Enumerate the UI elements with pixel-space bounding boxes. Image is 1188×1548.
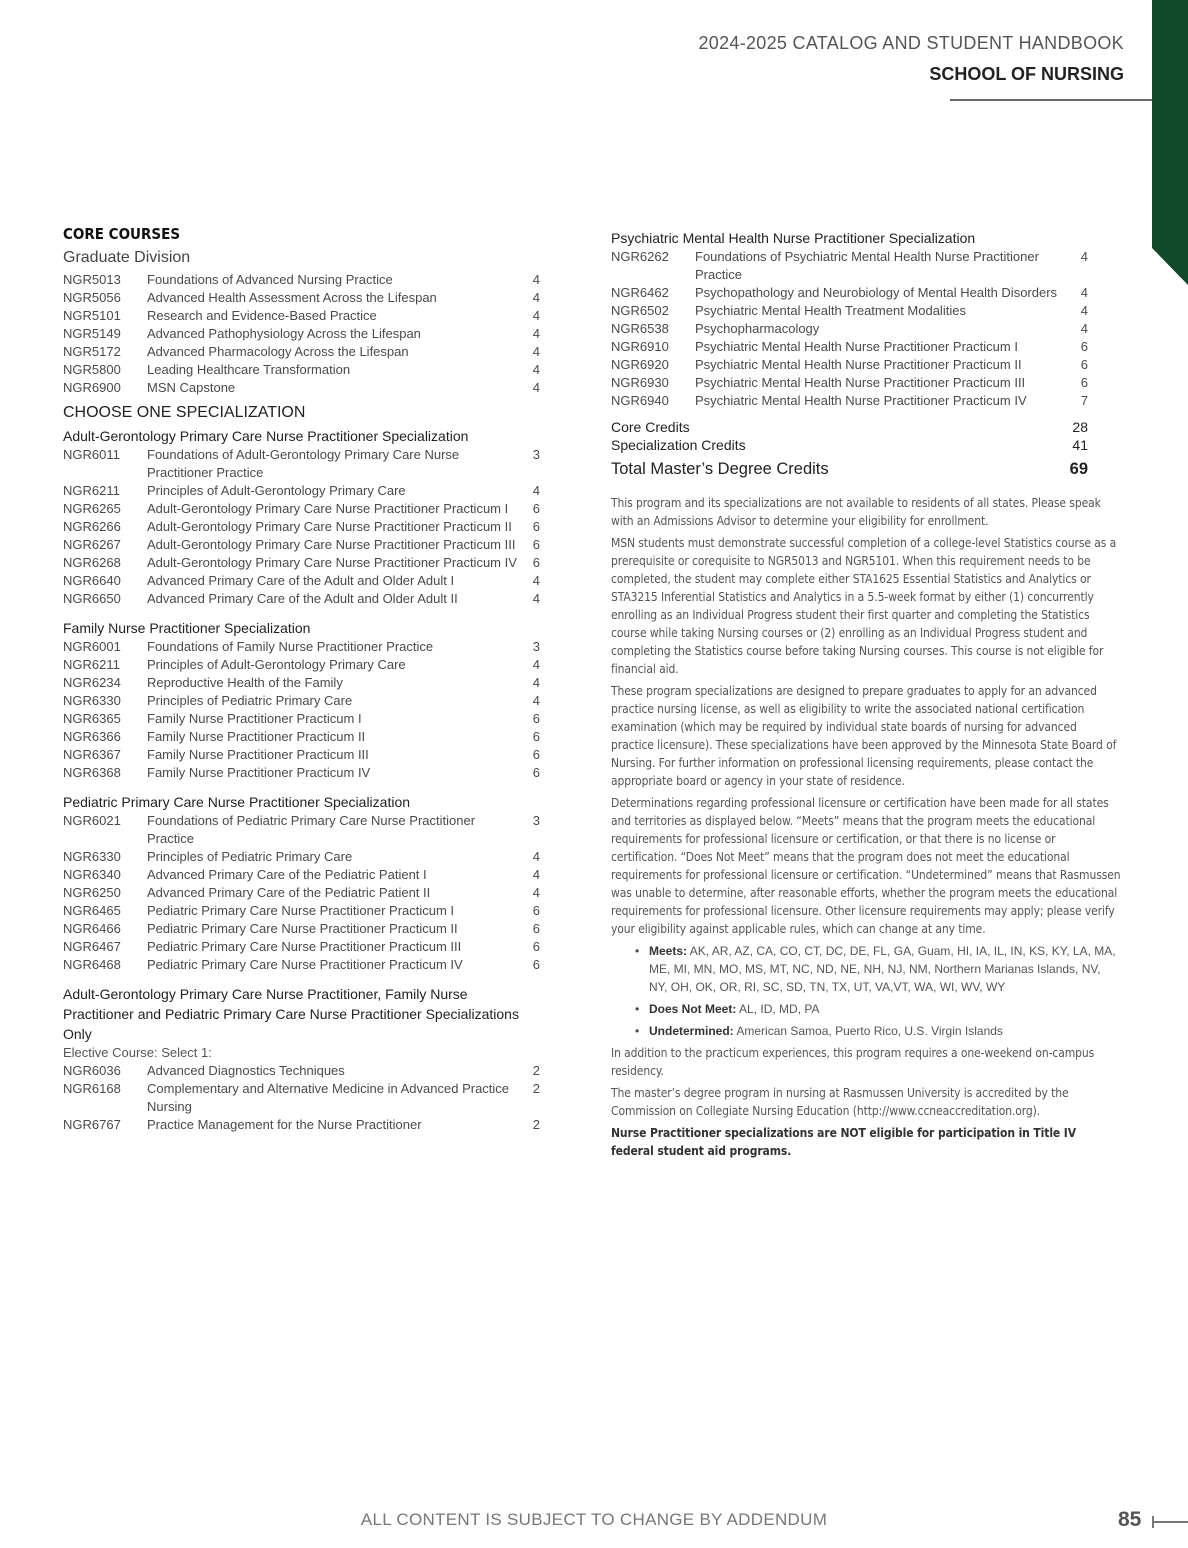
course-list [611,248,1088,410]
course-row [611,392,1088,410]
course-row [611,284,1088,302]
course-credits: 4 [1080,285,1088,300]
course-code: NGR5101 [63,308,121,323]
meets-label: Meets: [649,944,688,958]
right-column [611,228,1121,1160]
elective-note: Elective Course: Select 1: [63,1045,212,1060]
course-credits: 3 [532,813,540,828]
total-credits-label: Total Master’s Degree Credits [611,460,829,478]
course-code: NGR6640 [63,573,121,588]
course-name: Advanced Primary Care of the Adult and Older Adult II [147,591,458,606]
course-name: Adult-Gerontology Primary Care Nurse Practitioner Practicum III [147,537,516,552]
course-row [63,746,540,764]
course-credits: 4 [532,657,540,672]
course-credits: 6 [1080,375,1088,390]
course-code: NGR6910 [611,339,669,354]
course-credits: 4 [532,308,540,323]
course-row [611,302,1088,320]
course-credits: 4 [532,885,540,900]
course-code: NGR6011 [63,447,120,462]
course-name: Advanced Pharmacology Across the Lifespan [147,344,409,359]
specialization-family [63,618,540,782]
core-credits-value: 28 [1072,419,1088,435]
course-row [611,320,1088,338]
school-name: SCHOOL OF NURSING [929,64,1124,84]
course-name: Family Nurse Practitioner Practicum II [147,729,366,744]
course-credits: 4 [1080,249,1088,264]
graduate-division-label: Graduate Division [63,249,191,266]
specialization-title: Psychiatric Mental Health Nurse Practitioner Specialization [611,230,976,246]
course-row [63,1080,540,1116]
course-row [63,812,540,848]
undetermined-states: American Samoa, Puerto Rico, U.S. Virgin Islands [736,1024,1003,1038]
course-credits: 4 [532,290,540,305]
course-code: NGR6021 [63,813,121,828]
course-credits: 6 [532,711,540,726]
core-credits-label: Core Credits [611,419,690,435]
course-list [63,271,540,397]
course-code: NGR6650 [63,591,121,606]
course-row [63,764,540,782]
course-name: Psychiatric Mental Health Nurse Practitioner Practicum IV [695,393,1027,408]
course-credits: 6 [532,537,540,552]
course-credits: 2 [532,1117,540,1132]
course-row [63,728,540,746]
course-code: NGR6466 [63,921,121,936]
course-credits: 4 [532,380,540,395]
course-credits: 6 [532,765,540,780]
course-credits: 6 [532,903,540,918]
course-code: NGR5013 [63,272,121,287]
course-code: NGR6268 [63,555,121,570]
course-name: Advanced Primary Care of the Pediatric Patient I [147,867,427,882]
course-row [63,554,540,572]
undetermined-label: Undetermined: [649,1024,734,1038]
course-row [63,482,540,500]
course-code: NGR5149 [63,326,121,341]
course-row [63,884,540,902]
course-code: NGR6168 [63,1081,121,1096]
course-code: NGR6538 [611,321,669,336]
course-name: Foundations of Psychiatric Mental Health Nurse Practitioner Practice [695,249,1039,282]
course-name: Psychiatric Mental Health Nurse Practitioner Practicum II [695,357,1022,372]
choose-specialization-heading: CHOOSE ONE SPECIALIZATION [63,404,306,421]
course-list [63,812,540,974]
course-code: NGR6767 [63,1117,121,1132]
course-credits: 4 [532,344,540,359]
course-code: NGR6330 [63,849,121,864]
header-divider [950,99,1152,101]
course-code: NGR6262 [611,249,669,264]
licensure-status-list [611,942,1121,1040]
course-row [63,902,540,920]
course-code: NGR6330 [63,693,121,708]
left-column [63,225,540,1134]
course-credits: 4 [532,867,540,882]
course-row [63,1062,540,1080]
course-name: Complementary and Alternative Medicine in Advanced Practice Nursing [147,1081,510,1114]
course-name: Foundations of Pediatric Primary Care Nurse Practitioner Practice [147,813,476,846]
course-credits: 4 [532,693,540,708]
course-name: Leading Healthcare Transformation [147,362,351,377]
course-credits: 4 [532,849,540,864]
course-row [63,656,540,674]
course-credits: 4 [532,483,540,498]
course-name: Family Nurse Practitioner Practicum I [147,711,362,726]
course-name: Principles of Adult-Gerontology Primary Care [147,483,406,498]
course-code: NGR6940 [611,393,669,408]
course-code: NGR6468 [63,957,121,972]
course-name: Adult-Gerontology Primary Care Nurse Practitioner Practicum I [147,501,509,516]
course-name: Pediatric Primary Care Nurse Practitioner Practicum II [147,921,458,936]
list-item [649,1022,1121,1040]
course-row [63,710,540,728]
course-credits: 6 [532,921,540,936]
course-code: NGR6502 [611,303,669,318]
course-code: NGR5800 [63,362,121,377]
course-code: NGR6266 [63,519,121,534]
list-item [649,942,1121,996]
specialization-adult-gerontology [63,426,540,608]
course-row [63,271,540,289]
course-row [63,446,540,482]
course-credits: 7 [1080,393,1088,408]
course-name: Foundations of Family Nurse Practitioner Practice [147,639,434,654]
course-name: Family Nurse Practitioner Practicum IV [147,765,371,780]
course-credits: 6 [532,519,540,534]
course-code: NGR6462 [611,285,669,300]
course-row [63,638,540,656]
specialization-title: Pediatric Primary Care Nurse Practitioner Specialization [63,794,411,810]
course-row [63,572,540,590]
course-credits: 4 [1080,321,1088,336]
course-credits: 6 [1080,357,1088,372]
course-code: NGR5056 [63,290,121,305]
page-marker-line [1152,1521,1188,1523]
course-name: Pediatric Primary Care Nurse Practitioner Practicum I [147,903,455,918]
course-row [63,956,540,974]
course-name: Pediatric Primary Care Nurse Practitioner Practicum IV [147,957,463,972]
course-code: NGR6365 [63,711,121,726]
total-credits-value: 69 [1069,460,1088,478]
course-name: Practice Management for the Nurse Practitioner [147,1117,422,1132]
course-code: NGR6930 [611,375,669,390]
course-code: NGR6368 [63,765,121,780]
course-credits: 6 [532,957,540,972]
course-row [63,361,540,379]
specialization-pediatric [63,792,540,974]
catalog-title: 2024-2025 CATALOG AND STUDENT HANDBOOK [698,33,1124,53]
course-code: NGR6366 [63,729,121,744]
course-code: NGR6036 [63,1063,121,1078]
statistics-requirement-paragraph: MSN students must demonstrate successful completion of a college-level Statistics course as a prerequisite or corequisite to NGR5013 and NGR5101. When this requirement needs to be completed, the student may complete either STA1625 Essential Statistics and Analytics or STA3215 Inferential Statistics and Analytics in a 5.5-week format by either (1) concurrently enrolling as an Individual Progress student their first quarter and completing the Statistics course while taking Nursing courses or (2) enrolling as an Individual Progress student and completing the Statistics course before taking Nursing courses. This course is not eligible for financial aid. [611,536,1117,676]
does-not-meet-label: Does Not Meet: [649,1002,737,1016]
course-code: NGR6211 [63,657,120,672]
course-code: NGR6900 [63,380,121,395]
brand-green-tab [1152,0,1188,285]
specialization-credits-label: Specialization Credits [611,437,746,453]
core-courses-heading: CORE COURSES [63,225,181,243]
course-name: Principles of Pediatric Primary Care [147,693,353,708]
course-row [63,325,540,343]
course-name: Research and Evidence-Based Practice [147,308,377,323]
course-row [611,248,1088,284]
course-name: Advanced Primary Care of the Adult and Older Adult I [147,573,455,588]
course-credits: 4 [532,573,540,588]
course-credits: 4 [532,362,540,377]
course-name: Advanced Pathophysiology Across the Lifespan [147,326,421,341]
course-name: Adult-Gerontology Primary Care Nurse Practitioner Practicum II [147,519,512,534]
page-number: 85 [1118,1508,1142,1531]
course-row [63,500,540,518]
course-code: NGR6001 [63,639,121,654]
course-row [63,848,540,866]
electives-group [63,984,540,1134]
course-code: NGR6920 [611,357,669,372]
course-name: Family Nurse Practitioner Practicum III [147,747,369,762]
course-name: Principles of Pediatric Primary Care [147,849,353,864]
course-credits: 6 [532,747,540,762]
course-row [63,920,540,938]
course-row [63,866,540,884]
course-row [63,379,540,397]
course-credits: 4 [532,272,540,287]
specialization-credits-value: 41 [1072,437,1088,453]
meets-states: AK, AR, AZ, CA, CO, CT, DC, DE, FL, GA, Guam, HI, IA, IL, IN, KS, KY, LA, MA, ME, MI, MN, MO, MS, MT, NC, ND, NE, NH, NJ, NM, Northern Marianas Islands, NV, NY, OH, OK, OR, RI, SC, SD, TN, TX, UT, VA,VT, WA, WI, WV, WY [649,944,1116,994]
course-name: Advanced Health Assessment Across the Lifespan [147,290,437,305]
course-credits: 2 [532,1081,540,1096]
course-row [63,343,540,361]
credit-totals [611,418,1088,478]
specialization-title: Adult-Gerontology Primary Care Nurse Practitioner, Family Nurse Practitioner and Pediatric Primary Care Nurse Practitioner Specializations Only [63,986,519,1042]
course-code: NGR6340 [63,867,121,882]
course-credits: 4 [532,591,540,606]
course-name: Psychiatric Mental Health Treatment Modalities [695,303,966,318]
course-credits: 6 [532,729,540,744]
course-code: NGR6265 [63,501,121,516]
course-row [611,356,1088,374]
course-credits: 4 [1080,303,1088,318]
course-credits: 6 [532,939,540,954]
course-code: NGR6465 [63,903,121,918]
course-row [611,374,1088,392]
course-code: NGR6467 [63,939,121,954]
course-name: Advanced Diagnostics Techniques [147,1063,345,1078]
course-row [63,289,540,307]
accreditation-paragraph: The master’s degree program in nursing at Rasmussen University is accredited by the Commission on Collegiate Nursing Education (http://www.ccneaccreditation.org). [611,1086,1069,1118]
specialization-psychiatric [611,228,1088,410]
course-code: NGR6211 [63,483,120,498]
licensure-determination-paragraph: Determinations regarding professional licensure or certification have been made for all states and territories as displayed below. “Meets” means that the program meets the educational requirements for professional licensure or certification, or that there is no license or certification. “Does Not Meet” means that the program does not meet the educational requirements for professional licensure or certification. “Undetermined” means that Rasmussen was unable to determine, after reasonable efforts, whether the program meets the educational requirements for professional licensure. Other licensure requirements may apply; please verify your eligibility against applicable rules, which can change at any time. [611,796,1121,936]
availability-paragraph: This program and its specializations are not available to residents of all states. Please speak with an Admissions Advisor to determine your eligibility for enrollment. [611,496,1101,528]
course-credits: 6 [532,501,540,516]
course-list [63,638,540,782]
course-name: Advanced Primary Care of the Pediatric Patient II [147,885,431,900]
course-name: Reproductive Health of the Family [147,675,343,690]
course-list [63,446,540,608]
course-code: NGR6250 [63,885,121,900]
course-code: NGR6367 [63,747,121,762]
course-row [63,674,540,692]
specialization-title: Family Nurse Practitioner Specialization [63,620,311,636]
course-row [63,692,540,710]
list-item [649,1000,1121,1018]
course-name: Foundations of Advanced Nursing Practice [147,272,393,287]
course-code: NGR5172 [63,344,121,359]
course-row [63,518,540,536]
course-row [63,1116,540,1134]
residency-paragraph: In addition to the practicum experiences, this program requires a one-weekend on-campus residency. [611,1046,1095,1078]
course-name: Psychopathology and Neurobiology of Mental Health Disorders [695,285,1058,300]
course-list [63,1062,540,1134]
course-name: Psychiatric Mental Health Nurse Practitioner Practicum III [695,375,1026,390]
footer-disclaimer: ALL CONTENT IS SUBJECT TO CHANGE BY ADDENDUM [360,1510,828,1529]
course-name: Psychiatric Mental Health Nurse Practitioner Practicum I [695,339,1018,354]
course-credits: 2 [532,1063,540,1078]
course-name: Psychopharmacology [695,321,820,336]
course-credits: 4 [532,326,540,341]
course-row [611,338,1088,356]
course-row [63,536,540,554]
course-credits: 6 [532,555,540,570]
course-credits: 3 [532,639,540,654]
course-name: Foundations of Adult-Gerontology Primary Care Nurse Practitioner Practice [147,447,460,480]
course-name: Principles of Adult-Gerontology Primary Care [147,657,406,672]
course-credits: 4 [532,675,540,690]
course-credits: 3 [532,447,540,462]
course-name: Adult-Gerontology Primary Care Nurse Practitioner Practicum IV [147,555,517,570]
licensure-preparation-paragraph: These program specializations are designed to prepare graduates to apply for an advanced practice nursing license, as well as eligibility to write the associated national certification examination (which may be required by individual state boards of nursing for advanced practice licensure). These specializations have been approved by the Minnesota State Board of Nursing. For further information on professional licensing requirements, please contact the appropriate board or agency in your state of residence. [611,684,1117,788]
course-code: NGR6234 [63,675,121,690]
course-row [63,938,540,956]
title-iv-notice: Nurse Practitioner specializations are NOT eligible for participation in Title IV federal student aid programs. [611,1126,1076,1158]
specialization-title: Adult-Gerontology Primary Care Nurse Practitioner Specialization [63,428,469,444]
course-row [63,307,540,325]
course-code: NGR6267 [63,537,121,552]
course-name: Pediatric Primary Care Nurse Practitioner Practicum III [147,939,462,954]
does-not-meet-states: AL, ID, MD, PA [739,1002,820,1016]
course-credits: 6 [1080,339,1088,354]
course-row [63,590,540,608]
course-name: MSN Capstone [147,380,236,395]
